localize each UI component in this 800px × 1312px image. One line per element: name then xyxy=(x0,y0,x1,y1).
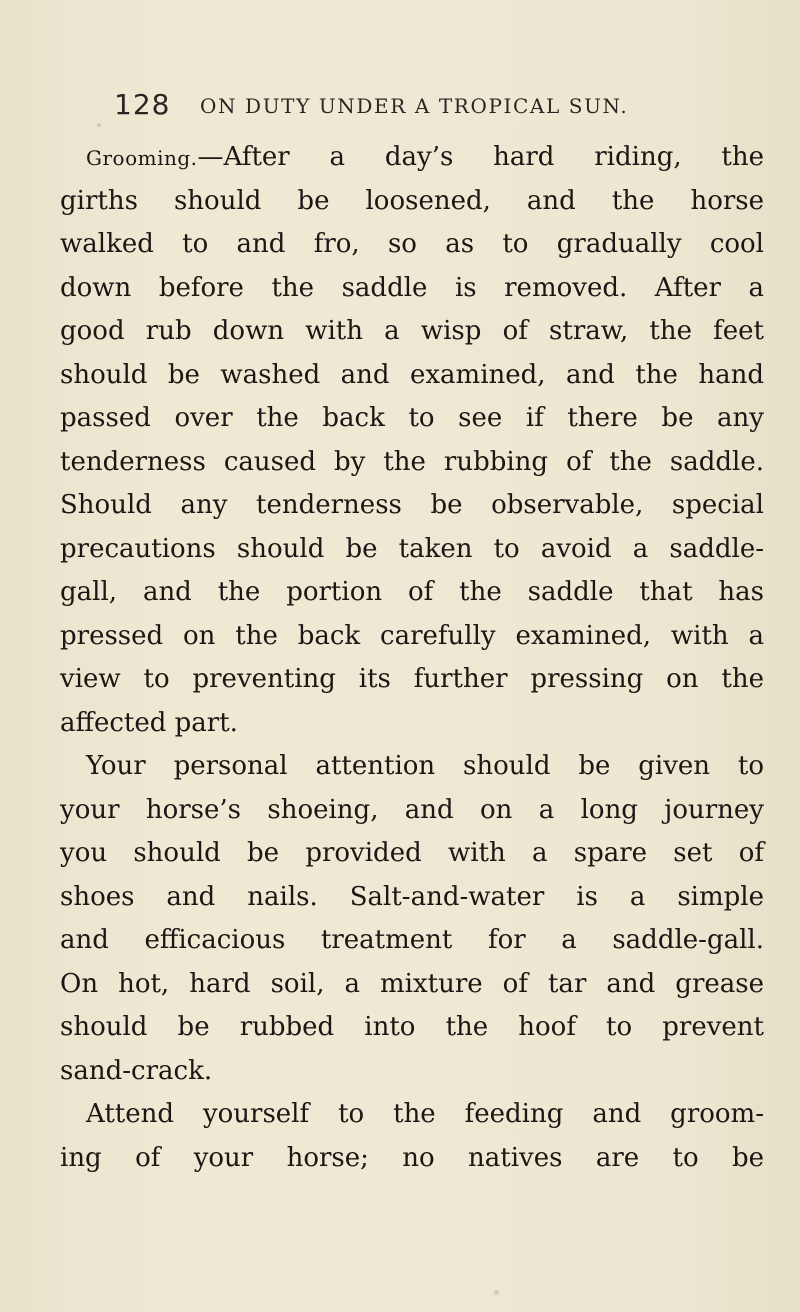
text-line: you should be provided with a spare set of xyxy=(60,838,764,868)
text-line: precautions should be taken to avoid a saddle- xyxy=(60,533,764,564)
body-text xyxy=(60,136,764,1180)
text-line: sand-crack. xyxy=(60,1055,213,1086)
text-line: walked to and fro, so as to gradually cool xyxy=(60,229,764,259)
text-line: gall, and the portion of the saddle that has xyxy=(60,577,764,607)
page-header xyxy=(114,88,754,128)
text-line: Should any tenderness be observable, special xyxy=(60,490,764,520)
text-line: pressed on the back carefully examined, with a xyxy=(60,620,764,651)
text-line: down before the saddle is removed. After a xyxy=(60,272,764,303)
text-line: Grooming.—After a day’s hard riding, the xyxy=(86,142,764,172)
text-line: Attend yourself to the feeding and groom- xyxy=(86,1099,764,1129)
text-line: shoes and nails. Salt-and-water is a simple xyxy=(60,881,764,912)
text-line: On hot, hard soil, a mixture of tar and grease xyxy=(60,968,764,999)
text-line: should be rubbed into the hoof to prevent xyxy=(60,1012,764,1042)
text-line: should be washed and examined, and the hand xyxy=(60,359,764,390)
section-heading: Grooming. xyxy=(86,146,198,170)
text-line: and efficacious treatment for a saddle-gall. xyxy=(60,925,764,955)
text-line: ing of your horse; no natives are to be xyxy=(60,1142,764,1173)
paper-speck xyxy=(97,123,101,127)
page-number: 128 xyxy=(114,88,171,121)
text-line: affected part. xyxy=(60,707,238,738)
running-title: ON DUTY UNDER A TROPICAL SUN. xyxy=(200,94,629,118)
text-line: girths should be loosened, and the horse xyxy=(60,185,764,216)
text-line: view to preventing its further pressing on the xyxy=(60,664,764,694)
text-line: good rub down with a wisp of straw, the feet xyxy=(60,316,764,346)
text-line: Your personal attention should be given to xyxy=(86,751,764,781)
text-line: passed over the back to see if there be any xyxy=(60,403,764,433)
text-line: tenderness caused by the rubbing of the saddle. xyxy=(60,446,764,477)
text-line: your horse’s shoeing, and on a long journey xyxy=(60,794,764,825)
paper-speck xyxy=(494,1290,499,1295)
